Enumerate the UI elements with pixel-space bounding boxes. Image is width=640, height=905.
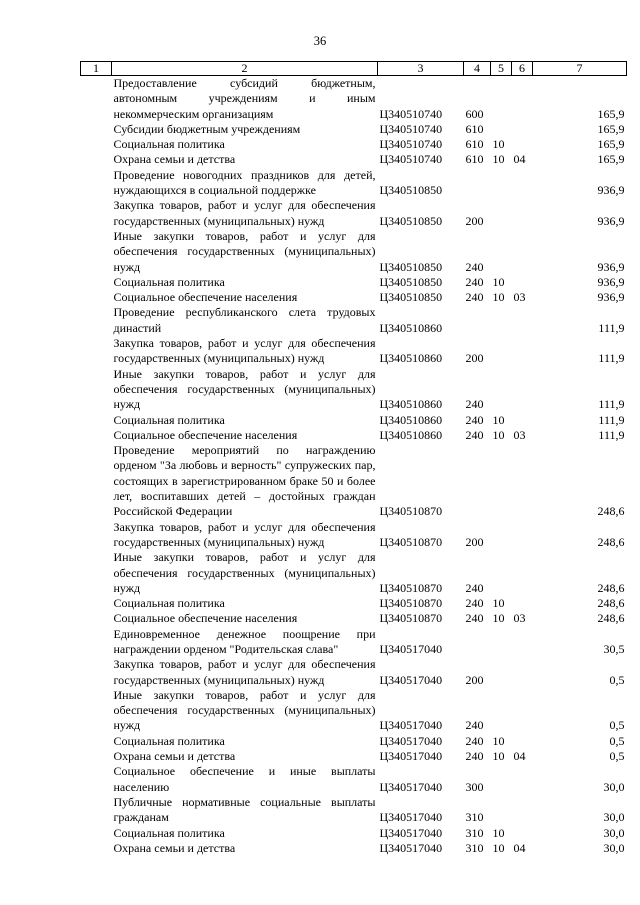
row-name: Социальная политика xyxy=(113,137,225,152)
row-sum: 248,6 xyxy=(597,611,625,626)
page-number: 36 xyxy=(313,34,327,48)
blank-cell xyxy=(81,168,112,199)
row-csr-code: Ц340510740 xyxy=(379,152,443,167)
row-vr-code: 240 xyxy=(465,580,484,595)
row-rz-code: 10 xyxy=(492,733,505,748)
row-sum: 165,9 xyxy=(597,121,625,136)
blank-cell xyxy=(81,305,112,336)
row-pr-code xyxy=(512,657,533,688)
blank-cell xyxy=(81,841,112,856)
row-pr-code xyxy=(512,367,533,413)
blank-cell xyxy=(81,290,112,305)
blank-cell xyxy=(81,764,112,795)
row-name: Предоставление субсидий бюджетным, автономным учреждениям и иным некоммерческим организациям xyxy=(113,76,376,121)
blank-cell xyxy=(81,413,112,428)
row-vr-code: 300 xyxy=(465,779,484,794)
table-row xyxy=(81,841,627,856)
row-vr-code: 240 xyxy=(465,290,484,305)
row-name: Охрана семьи и детства xyxy=(113,840,236,855)
row-rz-code: 10 xyxy=(492,290,505,305)
row-sum: 936,9 xyxy=(597,213,625,228)
blank-cell xyxy=(81,198,112,229)
row-name: Проведение мероприятий по награждению орденом "За любовь и верность" супружеских пар, состоящих в зарегистрированном браке 50 и более лет, воспитавших детей – достойных граждан Российской Федерации xyxy=(113,443,376,519)
row-rz-code xyxy=(491,122,512,137)
row-name: Социальная политика xyxy=(113,596,225,611)
row-vr-code: 240 xyxy=(465,274,484,289)
row-name: Социальное обеспечение населения xyxy=(113,427,298,442)
row-vr-code: 240 xyxy=(465,596,484,611)
row-rz-code: 10 xyxy=(492,412,505,427)
row-csr-code: Ц340510870 xyxy=(379,611,443,626)
row-rz-code: 10 xyxy=(492,427,505,442)
header-col-6: 6 xyxy=(512,62,533,76)
blank-cell xyxy=(81,229,112,275)
blank-cell xyxy=(81,734,112,749)
blank-cell xyxy=(81,137,112,152)
table-row xyxy=(81,520,627,551)
row-vr-code: 310 xyxy=(465,810,484,825)
header-col-2: 2 xyxy=(112,62,378,76)
blank-cell xyxy=(81,367,112,413)
table-row xyxy=(81,413,627,428)
row-csr-code: Ц340510860 xyxy=(379,397,443,412)
table-row xyxy=(81,611,627,626)
blank-cell xyxy=(81,795,112,826)
row-sum: 30,5 xyxy=(603,641,625,656)
row-rz-code xyxy=(491,795,512,826)
row-pr-code: 04 xyxy=(513,840,526,855)
row-vr-code: 200 xyxy=(465,213,484,228)
row-csr-code: Ц340517040 xyxy=(379,672,443,687)
row-vr-code: 240 xyxy=(465,718,484,733)
table-row xyxy=(81,826,627,841)
row-sum: 30,0 xyxy=(603,810,625,825)
row-csr-code: Ц340510870 xyxy=(379,504,443,519)
table-row xyxy=(81,688,627,734)
row-name: Иные закупки товаров, работ и услуг для обеспечения государственных (муниципальных) нужд xyxy=(113,687,376,733)
row-sum: 0,5 xyxy=(609,749,625,764)
table-row xyxy=(81,596,627,611)
blank-cell xyxy=(81,428,112,443)
table-row xyxy=(81,122,627,137)
table-row xyxy=(81,749,627,764)
row-vr-code: 310 xyxy=(465,825,484,840)
row-vr-code: 310 xyxy=(465,840,484,855)
header-col-3: 3 xyxy=(378,62,464,76)
table-row xyxy=(81,734,627,749)
row-vr-code: 240 xyxy=(465,259,484,274)
row-rz-code xyxy=(491,688,512,734)
row-vr-code: 240 xyxy=(465,749,484,764)
table-row xyxy=(81,275,627,290)
row-rz-code xyxy=(491,168,512,199)
row-sum: 0,5 xyxy=(609,718,625,733)
row-name: Публичные нормативные социальные выплаты гражданам xyxy=(113,794,376,825)
row-rz-code: 10 xyxy=(492,152,505,167)
table-row xyxy=(81,198,627,229)
blank-cell xyxy=(81,627,112,658)
blank-cell xyxy=(81,657,112,688)
row-sum: 248,6 xyxy=(597,534,625,549)
row-sum: 30,0 xyxy=(603,779,625,794)
row-pr-code xyxy=(512,688,533,734)
row-name: Иные закупки товаров, работ и услуг для обеспечения государственных (муниципальных) нужд xyxy=(113,228,376,274)
row-sum: 248,6 xyxy=(597,580,625,595)
budget-table xyxy=(80,61,627,856)
row-rz-code: 10 xyxy=(492,825,505,840)
row-sum: 165,9 xyxy=(597,152,625,167)
blank-cell xyxy=(81,550,112,596)
row-pr-code: 04 xyxy=(513,152,526,167)
table-row xyxy=(81,305,627,336)
row-csr-code: Ц340517040 xyxy=(379,825,443,840)
table-row xyxy=(81,367,627,413)
table-row xyxy=(81,657,627,688)
row-csr-code: Ц340510850 xyxy=(379,183,443,198)
row-rz-code: 10 xyxy=(492,840,505,855)
row-pr-code xyxy=(512,198,533,229)
row-sum: 936,9 xyxy=(597,259,625,274)
row-rz-code xyxy=(491,550,512,596)
row-sum: 111,9 xyxy=(598,320,625,335)
row-vr-code: 240 xyxy=(465,412,484,427)
row-csr-code: Ц340510870 xyxy=(379,596,443,611)
row-pr-code xyxy=(512,443,533,519)
row-sum: 936,9 xyxy=(597,274,625,289)
blank-cell xyxy=(81,826,112,841)
row-rz-code xyxy=(491,657,512,688)
table-header-row xyxy=(81,62,627,76)
row-sum: 111,9 xyxy=(598,397,625,412)
row-csr-code: Ц340510860 xyxy=(379,412,443,427)
row-sum: 111,9 xyxy=(598,351,625,366)
table-row xyxy=(81,764,627,795)
row-sum: 111,9 xyxy=(598,427,625,442)
row-vr-code xyxy=(464,305,491,336)
header-col-7: 7 xyxy=(533,62,627,76)
row-vr-code: 240 xyxy=(465,397,484,412)
table-row xyxy=(81,795,627,826)
row-csr-code: Ц340510850 xyxy=(379,213,443,228)
row-pr-code: 03 xyxy=(513,611,526,626)
row-rz-code xyxy=(491,229,512,275)
blank-cell xyxy=(81,749,112,764)
row-rz-code: 10 xyxy=(492,596,505,611)
row-sum: 248,6 xyxy=(597,504,625,519)
row-rz-code xyxy=(491,520,512,551)
row-rz-code: 10 xyxy=(492,611,505,626)
row-pr-code xyxy=(512,76,533,122)
table-row xyxy=(81,627,627,658)
row-csr-code: Ц340510850 xyxy=(379,290,443,305)
row-name: Социальное обеспечение и иные выплаты населению xyxy=(113,764,376,794)
row-pr-code xyxy=(512,275,533,290)
row-name: Закупка товаров, работ и услуг для обеспечения государственных (муниципальных) нужд xyxy=(113,657,376,687)
row-name: Иные закупки товаров, работ и услуг для обеспечения государственных (муниципальных) нужд xyxy=(113,550,376,595)
row-vr-code: 200 xyxy=(465,672,484,687)
table-row xyxy=(81,168,627,199)
row-sum: 111,9 xyxy=(598,412,625,427)
row-pr-code xyxy=(512,137,533,152)
row-name: Охрана семьи и детства xyxy=(113,152,236,167)
row-pr-code xyxy=(512,168,533,199)
row-sum: 30,0 xyxy=(603,840,625,855)
row-name: Социальная политика xyxy=(113,274,225,289)
row-name: Иные закупки товаров, работ и услуг для обеспечения государственных (муниципальных) нужд xyxy=(113,366,376,412)
row-pr-code xyxy=(512,229,533,275)
row-vr-code xyxy=(464,168,491,199)
row-csr-code: Ц340510870 xyxy=(379,534,443,549)
row-pr-code xyxy=(512,826,533,841)
row-pr-code xyxy=(512,596,533,611)
row-csr-code: Ц340510860 xyxy=(379,351,443,366)
row-csr-code: Ц340517040 xyxy=(379,810,443,825)
row-csr-code: Ц340510860 xyxy=(379,320,443,335)
row-pr-code xyxy=(512,627,533,658)
row-pr-code xyxy=(512,520,533,551)
row-vr-code: 240 xyxy=(465,733,484,748)
row-sum: 248,6 xyxy=(597,596,625,611)
row-sum: 165,9 xyxy=(597,106,625,121)
row-sum: 936,9 xyxy=(597,290,625,305)
row-pr-code xyxy=(512,413,533,428)
row-rz-code: 10 xyxy=(492,749,505,764)
row-sum: 936,9 xyxy=(597,183,625,198)
row-name: Единовременное денежное поощрение при награждении орденом "Родительская слава" xyxy=(113,626,376,656)
row-rz-code: 10 xyxy=(492,274,505,289)
row-sum: 0,5 xyxy=(609,733,625,748)
row-name: Социальная политика xyxy=(113,825,225,840)
row-pr-code xyxy=(512,795,533,826)
blank-cell xyxy=(81,152,112,167)
row-sum: 0,5 xyxy=(609,672,625,687)
row-csr-code: Ц340510740 xyxy=(379,106,443,121)
row-csr-code: Ц340517040 xyxy=(379,718,443,733)
row-csr-code: Ц340517040 xyxy=(379,641,443,656)
row-vr-code xyxy=(464,443,491,519)
row-csr-code: Ц340517040 xyxy=(379,840,443,855)
row-sum: 30,0 xyxy=(603,825,625,840)
table-row xyxy=(81,290,627,305)
row-name: Охрана семьи и детства xyxy=(113,749,236,764)
row-name: Закупка товаров, работ и услуг для обеспечения государственных (муниципальных) нужд xyxy=(113,336,376,366)
row-csr-code: Ц340510850 xyxy=(379,274,443,289)
row-name: Проведение новогодних праздников для детей, нуждающихся в социальной поддержке xyxy=(113,167,376,198)
row-vr-code: 200 xyxy=(465,351,484,366)
row-name: Проведение республиканского слета трудовых династий xyxy=(113,305,376,335)
table-row xyxy=(81,428,627,443)
row-vr-code: 240 xyxy=(465,427,484,442)
row-pr-code xyxy=(512,336,533,367)
row-rz-code xyxy=(491,76,512,122)
row-pr-code xyxy=(512,734,533,749)
row-rz-code xyxy=(491,305,512,336)
row-rz-code xyxy=(491,336,512,367)
row-pr-code: 03 xyxy=(513,427,526,442)
row-rz-code xyxy=(491,198,512,229)
row-csr-code: Ц340510870 xyxy=(379,580,443,595)
row-pr-code: 04 xyxy=(513,749,526,764)
row-name: Социальное обеспечение населения xyxy=(113,290,298,305)
table-row xyxy=(81,152,627,167)
budget-table-body xyxy=(81,62,627,857)
blank-cell xyxy=(81,336,112,367)
row-name: Субсидии бюджетным учреждениям xyxy=(113,121,301,136)
row-sum: 165,9 xyxy=(597,137,625,152)
blank-cell xyxy=(81,76,112,122)
row-pr-code xyxy=(512,550,533,596)
table-row xyxy=(81,229,627,275)
row-pr-code xyxy=(512,305,533,336)
header-col-4: 4 xyxy=(464,62,491,76)
row-pr-code xyxy=(512,764,533,795)
row-vr-code: 200 xyxy=(465,534,484,549)
row-vr-code xyxy=(464,627,491,658)
row-pr-code xyxy=(512,122,533,137)
header-col-1: 1 xyxy=(81,62,112,76)
blank-cell xyxy=(81,122,112,137)
blank-cell xyxy=(81,688,112,734)
row-rz-code xyxy=(491,367,512,413)
table-row xyxy=(81,336,627,367)
table-row xyxy=(81,550,627,596)
row-csr-code: Ц340510860 xyxy=(379,427,443,442)
row-csr-code: Ц340510740 xyxy=(379,121,443,136)
row-name: Закупка товаров, работ и услуг для обеспечения государственных (муниципальных) нужд xyxy=(113,519,376,549)
row-csr-code: Ц340517040 xyxy=(379,733,443,748)
table-row xyxy=(81,137,627,152)
row-rz-code: 10 xyxy=(492,137,505,152)
blank-cell xyxy=(81,611,112,626)
row-rz-code xyxy=(491,764,512,795)
row-vr-code: 240 xyxy=(465,611,484,626)
row-name: Социальная политика xyxy=(113,412,225,427)
row-csr-code: Ц340510850 xyxy=(379,259,443,274)
blank-cell xyxy=(81,275,112,290)
blank-cell xyxy=(81,520,112,551)
table-row xyxy=(81,443,627,519)
row-csr-code: Ц340517040 xyxy=(379,749,443,764)
row-csr-code: Ц340510740 xyxy=(379,137,443,152)
header-col-5: 5 xyxy=(491,62,512,76)
row-vr-code: 610 xyxy=(465,152,484,167)
row-vr-code: 600 xyxy=(465,106,484,121)
row-vr-code: 610 xyxy=(465,121,484,136)
row-rz-code xyxy=(491,443,512,519)
blank-cell xyxy=(81,443,112,519)
row-rz-code xyxy=(491,627,512,658)
blank-cell xyxy=(81,596,112,611)
row-name: Социальное обеспечение населения xyxy=(113,611,298,626)
table-row xyxy=(81,76,627,122)
row-name: Социальная политика xyxy=(113,733,225,748)
row-name: Закупка товаров, работ и услуг для обеспечения государственных (муниципальных) нужд xyxy=(113,198,376,228)
row-pr-code: 03 xyxy=(513,290,526,305)
row-vr-code: 610 xyxy=(465,137,484,152)
row-csr-code: Ц340517040 xyxy=(379,779,443,794)
